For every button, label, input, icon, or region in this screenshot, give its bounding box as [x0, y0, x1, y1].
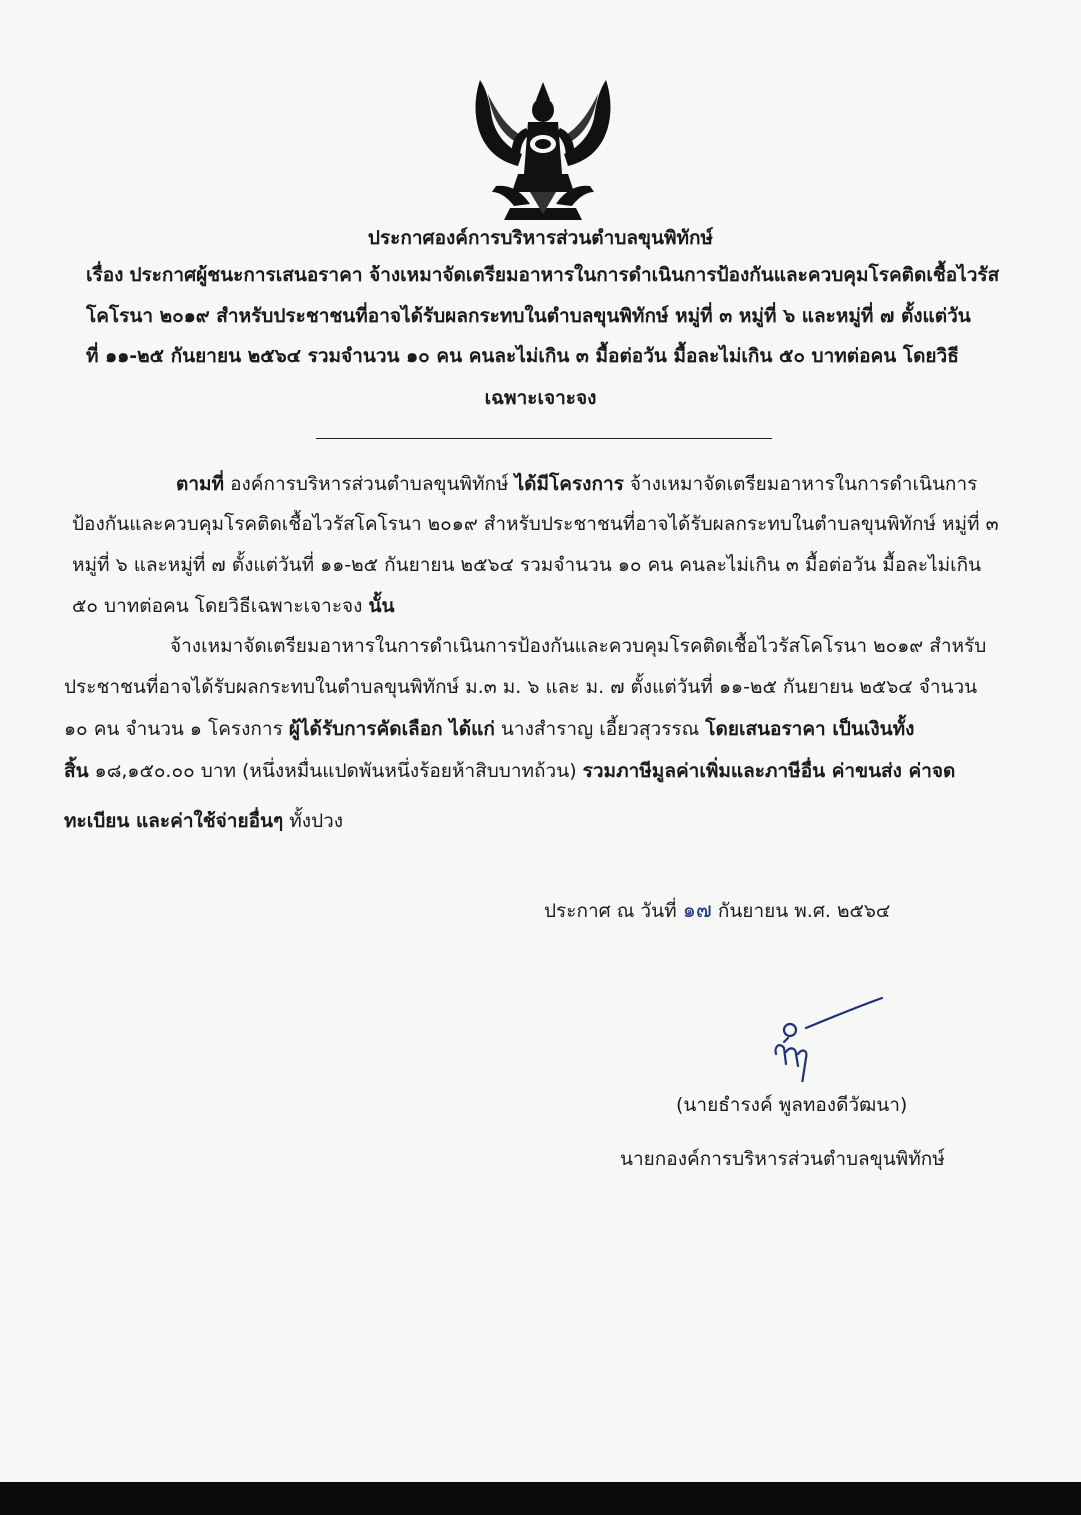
para2-amount: ๑๘,๑๕๐.๐๐ บาท (หนึ่งหมื่นแปดพันหนึ่งร้อยห้าสิบบาทถ้วน)	[94, 760, 577, 782]
announce-date	[544, 900, 890, 921]
issuer-title: ประกาศองค์การบริหารส่วนตำบลขุนพิทักษ์	[367, 227, 714, 249]
para1-project-label: ได้มีโครงการ	[514, 473, 624, 495]
divider-line	[316, 438, 772, 439]
para2-selected-label: ผู้ได้รับการคัดเลือก ได้แก่	[288, 718, 495, 740]
para2-line-4	[64, 762, 955, 781]
para1-end: นั้น	[368, 595, 395, 617]
para2-line-2: ประชาชนที่อาจได้รับผลกระทบในตำบลขุนพิทักษ์ ม.๓ ม. ๖ และ ม. ๗ ตั้งแต่วันที่ ๑๑-๒๕ กันยายน ๒๕๖๔ จำนวน	[64, 676, 978, 698]
announce-day: ๑๗	[682, 898, 712, 922]
para1-org: องค์การบริหารส่วนตำบลขุนพิทักษ์	[230, 473, 509, 495]
subject-label: เรื่อง	[86, 264, 124, 286]
para2-extra-costs: ทะเบียน และค่าใช้จ่ายอื่นๆ	[64, 810, 284, 832]
para1-line-2: ป้องกันและควบคุมโรคติดเชื้อไวรัสโคโรนา ๒๐๑๙ สำหรับประชาชนที่อาจได้รับผลกระทบในตำบลขุนพิทักษ์ หมู่ที่ ๓	[72, 513, 999, 535]
para2-all: ทั้งปวง	[289, 810, 344, 832]
para2-offer-label: โดยเสนอราคา เป็นเงินทั้ง	[705, 718, 915, 740]
subject-line-1	[86, 266, 999, 285]
para1-line-3: หมู่ที่ ๖ และหมู่ที่ ๗ ตั้งแต่วันที่ ๑๑-๒๕ กันยายน ๒๕๖๔ รวมจำนวน ๑๐ คน คนละไม่เกิน ๓ มื้อต่อวัน มื้อละไม่เกิน	[72, 554, 982, 576]
para2-line-1: จ้างเหมาจัดเตรียมอาหารในการดำเนินการป้องกันและควบคุมโรคติดเชื้อไวรัสโคโรนา ๒๐๑๙ สำหรับ	[170, 635, 987, 657]
para2-line-5	[64, 812, 343, 831]
para2-tax-note: รวมภาษีมูลค่าเพิ่มและภาษีอื่น ค่าขนส่ง ค่าจด	[582, 760, 956, 782]
announce-prefix: ประกาศ ณ วันที่	[544, 900, 677, 922]
para1-line-4	[72, 597, 394, 616]
subject-text-1: ประกาศผู้ชนะการเสนอราคา จ้างเหมาจัดเตรียมอาหารในการดำเนินการป้องกันและควบคุมโรคติดเชื้อไวรัส	[129, 264, 1000, 286]
para1-method: ๕๐ บาทต่อคน โดยวิธีเฉพาะเจาะจง	[72, 595, 363, 617]
para1-line-1	[176, 475, 977, 494]
bottom-border	[0, 1482, 1081, 1515]
subject-line-4: เฉพาะเจาะจง	[484, 387, 597, 409]
para2-count: ๑๐ คน จำนวน ๑ โครงการ	[64, 718, 283, 740]
para2-winner-name: นางสำราญ เอี้ยวสุวรรณ	[500, 718, 700, 740]
para2-line-3	[64, 720, 914, 739]
para1-project: จ้างเหมาจัดเตรียมอาหารในการดำเนินการ	[629, 473, 978, 495]
signatory-name: (นายธำรงค์ พูลทองดีวัฒนา)	[676, 1094, 908, 1116]
announce-month-year: กันยายน พ.ศ. ๒๕๖๔	[717, 900, 891, 922]
signatory-position: นายกองค์การบริหารส่วนตำบลขุนพิทักษ์	[620, 1148, 945, 1170]
para2-total-label: สิ้น	[64, 760, 89, 782]
garuda-emblem-icon	[470, 74, 616, 224]
signature-mark-icon	[770, 992, 890, 1082]
subject-line-3: ที่ ๑๑-๒๕ กันยายน ๒๕๖๔ รวมจำนวน ๑๐ คน คนละไม่เกิน ๓ มื้อต่อวัน มื้อละไม่เกิน ๕๐ บาทต่อคน โดยวิธี	[86, 345, 959, 367]
subject-line-2: โคโรนา ๒๐๑๙ สำหรับประชาชนที่อาจได้รับผลกระทบในตำบลขุนพิทักษ์ หมู่ที่ ๓ หมู่ที่ ๖ และหมู่ที่ ๗ ตั้งแต่วัน	[86, 305, 971, 327]
para1-lead: ตามที่	[176, 473, 225, 495]
